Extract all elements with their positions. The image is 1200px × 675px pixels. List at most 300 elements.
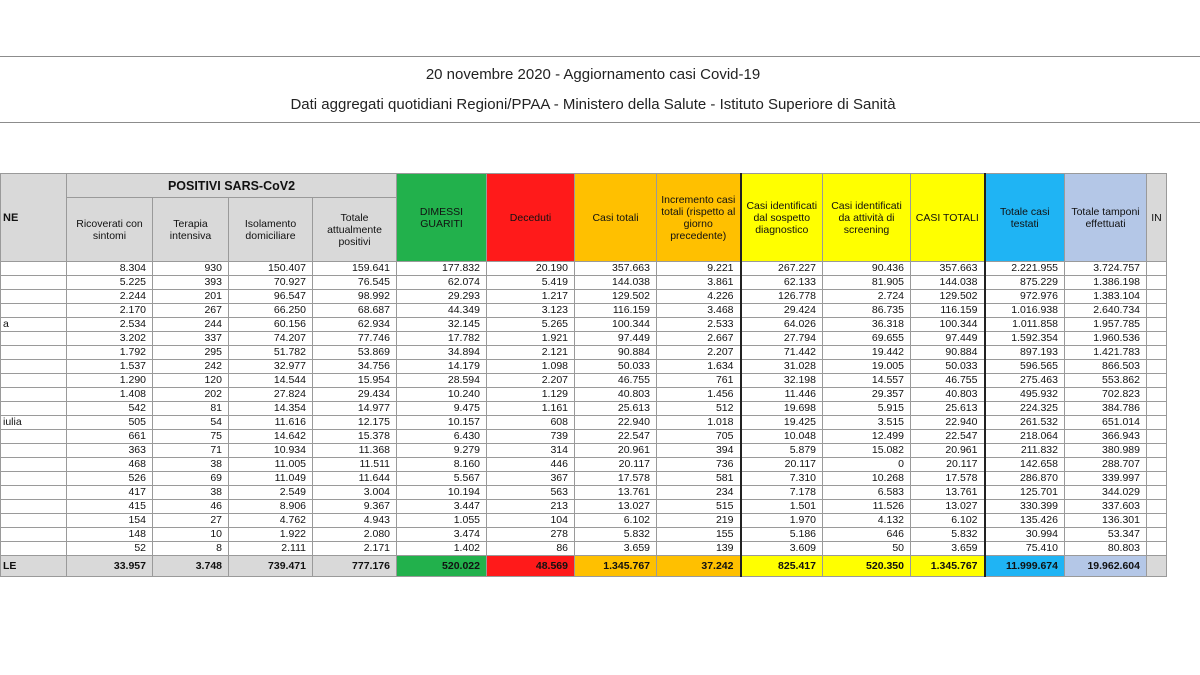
cell-incremento: 3.861 <box>657 276 741 290</box>
cell-casi-totali-2: 17.578 <box>911 472 985 486</box>
cell-dimessi: 8.160 <box>397 458 487 472</box>
cell-dimessi: 44.349 <box>397 304 487 318</box>
cell-attualmente-positivi: 159.641 <box>313 262 397 276</box>
cell-casi-totali: 40.803 <box>575 388 657 402</box>
cell-deceduti: 278 <box>487 528 575 542</box>
cell-cut <box>1147 304 1167 318</box>
region-cell <box>1 514 67 528</box>
cell-isolamento: 14.544 <box>229 374 313 388</box>
region-cell: a <box>1 318 67 332</box>
cell-tamponi: 2.640.734 <box>1065 304 1147 318</box>
cell-casi-testati: 75.410 <box>985 542 1065 556</box>
cell-ricoverati: 2.244 <box>67 290 153 304</box>
cell-terapia-intensiva: 46 <box>153 500 229 514</box>
cell-incremento: 515 <box>657 500 741 514</box>
cell-casi-testati: 1.592.354 <box>985 332 1065 346</box>
cell-screening: 2.724 <box>823 290 911 304</box>
cell-terapia-intensiva: 8 <box>153 542 229 556</box>
cell-casi-totali: 5.832 <box>575 528 657 542</box>
cell-casi-totali-2: 3.659 <box>911 542 985 556</box>
cell-attualmente-positivi: 68.687 <box>313 304 397 318</box>
cell-terapia-intensiva: 10 <box>153 528 229 542</box>
cell-attualmente-positivi: 4.943 <box>313 514 397 528</box>
cell-screening: 646 <box>823 528 911 542</box>
table-row <box>1 318 1167 332</box>
cell-casi-testati: 972.976 <box>985 290 1065 304</box>
cell-cut <box>1147 262 1167 276</box>
cell-terapia-intensiva: 27 <box>153 514 229 528</box>
cell-attualmente-positivi: 9.367 <box>313 500 397 514</box>
cell-deceduti: 446 <box>487 458 575 472</box>
total-dimessi: 520.022 <box>397 556 487 577</box>
cell-isolamento: 60.156 <box>229 318 313 332</box>
cell-terapia-intensiva: 295 <box>153 346 229 360</box>
cell-attualmente-positivi: 11.644 <box>313 472 397 486</box>
cell-screening: 3.515 <box>823 416 911 430</box>
cell-casi-testati: 224.325 <box>985 402 1065 416</box>
cell-casi-totali-2: 90.884 <box>911 346 985 360</box>
total-casi-totali-2: 1.345.767 <box>911 556 985 577</box>
table-row <box>1 528 1167 542</box>
cell-casi-totali: 13.027 <box>575 500 657 514</box>
cell-cut <box>1147 402 1167 416</box>
cell-sospetto-diagnostico: 19.425 <box>741 416 823 430</box>
cell-incremento: 2.207 <box>657 346 741 360</box>
cell-dimessi: 5.567 <box>397 472 487 486</box>
total-ricoverati: 33.957 <box>67 556 153 577</box>
cell-tamponi: 80.803 <box>1065 542 1147 556</box>
cell-cut <box>1147 444 1167 458</box>
cell-casi-totali-2: 13.027 <box>911 500 985 514</box>
cell-casi-totali: 46.755 <box>575 374 657 388</box>
cell-attualmente-positivi: 53.869 <box>313 346 397 360</box>
cell-ricoverati: 2.534 <box>67 318 153 332</box>
cell-casi-testati: 897.193 <box>985 346 1065 360</box>
cell-terapia-intensiva: 38 <box>153 458 229 472</box>
cell-casi-testati: 261.532 <box>985 416 1065 430</box>
cell-incremento: 581 <box>657 472 741 486</box>
cell-attualmente-positivi: 2.171 <box>313 542 397 556</box>
page-subtitle: Dati aggregati quotidiani Regioni/PPAA - Ministero della Salute - Istituto Superiore di Sanità <box>290 96 896 113</box>
cell-isolamento: 14.354 <box>229 402 313 416</box>
cell-dimessi: 32.145 <box>397 318 487 332</box>
total-casi-testati: 11.999.674 <box>985 556 1065 577</box>
cell-screening: 19.442 <box>823 346 911 360</box>
cell-ricoverati: 1.408 <box>67 388 153 402</box>
bottom-rule <box>0 122 1200 123</box>
cell-tamponi: 866.503 <box>1065 360 1147 374</box>
cell-tamponi: 53.347 <box>1065 528 1147 542</box>
cell-casi-totali-2: 357.663 <box>911 262 985 276</box>
cell-dimessi: 9.475 <box>397 402 487 416</box>
cell-terapia-intensiva: 202 <box>153 388 229 402</box>
cell-sospetto-diagnostico: 126.778 <box>741 290 823 304</box>
cell-cut <box>1147 374 1167 388</box>
cell-dimessi: 1.402 <box>397 542 487 556</box>
cell-ricoverati: 468 <box>67 458 153 472</box>
cell-screening: 29.357 <box>823 388 911 402</box>
cell-ricoverati: 526 <box>67 472 153 486</box>
cell-deceduti: 3.123 <box>487 304 575 318</box>
cell-casi-testati: 596.565 <box>985 360 1065 374</box>
col-header-tamponi: Totale tamponi effettuati <box>1065 174 1147 262</box>
cell-casi-totali: 97.449 <box>575 332 657 346</box>
cell-terapia-intensiva: 337 <box>153 332 229 346</box>
cell-casi-totali: 22.547 <box>575 430 657 444</box>
cell-casi-totali-2: 144.038 <box>911 276 985 290</box>
cell-deceduti: 2.207 <box>487 374 575 388</box>
cell-casi-totali: 357.663 <box>575 262 657 276</box>
cell-casi-totali: 3.659 <box>575 542 657 556</box>
col-header-sospetto-diagnostico: Casi identificati dal sospetto diagnostico <box>741 174 823 262</box>
cell-tamponi: 1.960.536 <box>1065 332 1147 346</box>
cell-casi-totali-2: 50.033 <box>911 360 985 374</box>
region-cell <box>1 528 67 542</box>
cell-deceduti: 20.190 <box>487 262 575 276</box>
cell-dimessi: 14.179 <box>397 360 487 374</box>
cell-cut <box>1147 486 1167 500</box>
table-row <box>1 542 1167 556</box>
table-row <box>1 444 1167 458</box>
table-row <box>1 388 1167 402</box>
cell-incremento: 3.468 <box>657 304 741 318</box>
cell-terapia-intensiva: 267 <box>153 304 229 318</box>
cell-sospetto-diagnostico: 62.133 <box>741 276 823 290</box>
cell-incremento: 4.226 <box>657 290 741 304</box>
total-sospetto-diagnostico: 825.417 <box>741 556 823 577</box>
cell-casi-totali-2: 20.961 <box>911 444 985 458</box>
cell-cut <box>1147 290 1167 304</box>
region-cell <box>1 430 67 444</box>
cell-casi-testati: 211.832 <box>985 444 1065 458</box>
cell-casi-totali-2: 46.755 <box>911 374 985 388</box>
cell-casi-testati: 135.426 <box>985 514 1065 528</box>
cell-sospetto-diagnostico: 20.117 <box>741 458 823 472</box>
cell-isolamento: 96.547 <box>229 290 313 304</box>
cell-terapia-intensiva: 71 <box>153 444 229 458</box>
cell-sospetto-diagnostico: 31.028 <box>741 360 823 374</box>
cell-cut <box>1147 332 1167 346</box>
col-header-terapia-intensiva: Terapia intensiva <box>153 198 229 262</box>
cell-incremento: 155 <box>657 528 741 542</box>
cell-casi-totali-2: 22.940 <box>911 416 985 430</box>
total-cut <box>1147 556 1167 577</box>
cell-dimessi: 28.594 <box>397 374 487 388</box>
covid-data-table <box>0 173 1167 577</box>
region-cell: iulia <box>1 416 67 430</box>
cell-casi-totali-2: 25.613 <box>911 402 985 416</box>
region-cell <box>1 500 67 514</box>
cell-dimessi: 62.074 <box>397 276 487 290</box>
cell-deceduti: 1.161 <box>487 402 575 416</box>
cell-sospetto-diagnostico: 27.794 <box>741 332 823 346</box>
cell-ricoverati: 3.202 <box>67 332 153 346</box>
cell-tamponi: 339.997 <box>1065 472 1147 486</box>
cell-sospetto-diagnostico: 5.186 <box>741 528 823 542</box>
cell-casi-totali: 20.961 <box>575 444 657 458</box>
table-row <box>1 276 1167 290</box>
cell-sospetto-diagnostico: 3.609 <box>741 542 823 556</box>
cell-cut <box>1147 458 1167 472</box>
region-cell <box>1 276 67 290</box>
cell-ricoverati: 1.792 <box>67 346 153 360</box>
cell-screening: 19.005 <box>823 360 911 374</box>
cell-attualmente-positivi: 3.004 <box>313 486 397 500</box>
cell-attualmente-positivi: 98.992 <box>313 290 397 304</box>
cell-sospetto-diagnostico: 19.698 <box>741 402 823 416</box>
cell-attualmente-positivi: 62.934 <box>313 318 397 332</box>
cell-attualmente-positivi: 76.545 <box>313 276 397 290</box>
cell-dimessi: 177.832 <box>397 262 487 276</box>
cell-casi-totali-2: 22.547 <box>911 430 985 444</box>
cell-casi-testati: 1.016.938 <box>985 304 1065 318</box>
cell-deceduti: 1.098 <box>487 360 575 374</box>
cell-screening: 90.436 <box>823 262 911 276</box>
cell-terapia-intensiva: 38 <box>153 486 229 500</box>
cell-deceduti: 213 <box>487 500 575 514</box>
cell-cut <box>1147 542 1167 556</box>
table-row <box>1 486 1167 500</box>
cell-ricoverati: 661 <box>67 430 153 444</box>
cell-ricoverati: 505 <box>67 416 153 430</box>
cell-terapia-intensiva: 930 <box>153 262 229 276</box>
region-cell <box>1 402 67 416</box>
table-row <box>1 360 1167 374</box>
table-row <box>1 472 1167 486</box>
cell-ricoverati: 5.225 <box>67 276 153 290</box>
col-header-deceduti: Deceduti <box>487 174 575 262</box>
cell-incremento: 2.667 <box>657 332 741 346</box>
total-deceduti: 48.569 <box>487 556 575 577</box>
table-row <box>1 416 1167 430</box>
cell-incremento: 1.018 <box>657 416 741 430</box>
cell-sospetto-diagnostico: 7.310 <box>741 472 823 486</box>
cell-cut <box>1147 430 1167 444</box>
cell-ricoverati: 363 <box>67 444 153 458</box>
cell-dimessi: 10.194 <box>397 486 487 500</box>
cell-casi-totali-2: 13.761 <box>911 486 985 500</box>
cell-isolamento: 11.616 <box>229 416 313 430</box>
cell-terapia-intensiva: 120 <box>153 374 229 388</box>
cell-attualmente-positivi: 34.756 <box>313 360 397 374</box>
cell-tamponi: 337.603 <box>1065 500 1147 514</box>
cell-tamponi: 702.823 <box>1065 388 1147 402</box>
cell-dimessi: 29.293 <box>397 290 487 304</box>
cell-isolamento: 32.977 <box>229 360 313 374</box>
cell-ricoverati: 52 <box>67 542 153 556</box>
cell-deceduti: 5.419 <box>487 276 575 290</box>
cell-tamponi: 3.724.757 <box>1065 262 1147 276</box>
cell-sospetto-diagnostico: 267.227 <box>741 262 823 276</box>
cell-cut <box>1147 346 1167 360</box>
cell-sospetto-diagnostico: 29.424 <box>741 304 823 318</box>
cell-attualmente-positivi: 11.368 <box>313 444 397 458</box>
cell-sospetto-diagnostico: 10.048 <box>741 430 823 444</box>
col-header-attualmente-positivi: Totale attualmente positivi <box>313 198 397 262</box>
cell-casi-testati: 142.658 <box>985 458 1065 472</box>
cell-tamponi: 1.421.783 <box>1065 346 1147 360</box>
total-terapia-intensiva: 3.748 <box>153 556 229 577</box>
cell-terapia-intensiva: 54 <box>153 416 229 430</box>
cell-casi-totali-2: 100.344 <box>911 318 985 332</box>
cell-deceduti: 1.129 <box>487 388 575 402</box>
cell-isolamento: 11.005 <box>229 458 313 472</box>
cell-casi-totali: 116.159 <box>575 304 657 318</box>
cell-screening: 5.915 <box>823 402 911 416</box>
cell-terapia-intensiva: 244 <box>153 318 229 332</box>
cell-ricoverati: 8.304 <box>67 262 153 276</box>
cell-isolamento: 51.782 <box>229 346 313 360</box>
cell-ricoverati: 415 <box>67 500 153 514</box>
cell-sospetto-diagnostico: 7.178 <box>741 486 823 500</box>
table-row <box>1 304 1167 318</box>
cell-deceduti: 1.921 <box>487 332 575 346</box>
cell-isolamento: 11.049 <box>229 472 313 486</box>
cell-attualmente-positivi: 77.746 <box>313 332 397 346</box>
cell-casi-testati: 495.932 <box>985 388 1065 402</box>
cell-deceduti: 104 <box>487 514 575 528</box>
cell-deceduti: 5.265 <box>487 318 575 332</box>
cell-screening: 4.132 <box>823 514 911 528</box>
cell-screening: 12.499 <box>823 430 911 444</box>
cell-terapia-intensiva: 393 <box>153 276 229 290</box>
positivi-group-header: POSITIVI SARS-CoV2 <box>67 174 397 198</box>
cell-casi-totali: 22.940 <box>575 416 657 430</box>
cell-casi-totali: 129.502 <box>575 290 657 304</box>
cell-tamponi: 344.029 <box>1065 486 1147 500</box>
cell-sospetto-diagnostico: 32.198 <box>741 374 823 388</box>
col-header-cut: IN <box>1147 174 1167 262</box>
top-rule <box>0 56 1200 57</box>
cell-screening: 11.526 <box>823 500 911 514</box>
cell-casi-testati: 275.463 <box>985 374 1065 388</box>
region-cell <box>1 332 67 346</box>
total-label: LE <box>1 556 67 577</box>
cell-screening: 69.655 <box>823 332 911 346</box>
cell-attualmente-positivi: 29.434 <box>313 388 397 402</box>
cell-tamponi: 366.943 <box>1065 430 1147 444</box>
cell-terapia-intensiva: 69 <box>153 472 229 486</box>
col-header-casi-totali-2: CASI TOTALI <box>911 174 985 262</box>
cell-screening: 50 <box>823 542 911 556</box>
cell-screening: 10.268 <box>823 472 911 486</box>
cell-cut <box>1147 360 1167 374</box>
cell-dimessi: 1.055 <box>397 514 487 528</box>
cell-casi-testati: 875.229 <box>985 276 1065 290</box>
cell-incremento: 219 <box>657 514 741 528</box>
cell-isolamento: 4.762 <box>229 514 313 528</box>
cell-cut <box>1147 514 1167 528</box>
cell-sospetto-diagnostico: 11.446 <box>741 388 823 402</box>
total-isolamento: 739.471 <box>229 556 313 577</box>
table-row <box>1 500 1167 514</box>
cell-casi-testati: 125.701 <box>985 486 1065 500</box>
cell-incremento: 736 <box>657 458 741 472</box>
cell-deceduti: 608 <box>487 416 575 430</box>
cell-dimessi: 10.240 <box>397 388 487 402</box>
cell-terapia-intensiva: 201 <box>153 290 229 304</box>
col-header-incremento: Incremento casi totali (rispetto al giorno precedente) <box>657 174 741 262</box>
table-row <box>1 458 1167 472</box>
cell-casi-testati: 2.221.955 <box>985 262 1065 276</box>
cell-incremento: 9.221 <box>657 262 741 276</box>
cell-incremento: 1.634 <box>657 360 741 374</box>
col-header-ricoverati: Ricoverati con sintomi <box>67 198 153 262</box>
table-row <box>1 332 1167 346</box>
cell-isolamento: 150.407 <box>229 262 313 276</box>
cell-dimessi: 34.894 <box>397 346 487 360</box>
region-cell <box>1 360 67 374</box>
col-header-isolamento: Isolamento domiciliare <box>229 198 313 262</box>
cell-casi-testati: 330.399 <box>985 500 1065 514</box>
region-cell <box>1 346 67 360</box>
col-header-dimessi: DIMESSI GUARITI <box>397 174 487 262</box>
cell-ricoverati: 1.537 <box>67 360 153 374</box>
region-cell <box>1 542 67 556</box>
region-cell <box>1 486 67 500</box>
cell-cut <box>1147 416 1167 430</box>
cell-casi-totali-2: 116.159 <box>911 304 985 318</box>
cell-isolamento: 2.111 <box>229 542 313 556</box>
total-attualmente-positivi: 777.176 <box>313 556 397 577</box>
table-row <box>1 346 1167 360</box>
cell-casi-totali-2: 5.832 <box>911 528 985 542</box>
cell-incremento: 2.533 <box>657 318 741 332</box>
cell-attualmente-positivi: 12.175 <box>313 416 397 430</box>
cell-sospetto-diagnostico: 1.970 <box>741 514 823 528</box>
cell-tamponi: 651.014 <box>1065 416 1147 430</box>
cell-casi-testati: 30.994 <box>985 528 1065 542</box>
cell-casi-testati: 1.011.858 <box>985 318 1065 332</box>
cell-cut <box>1147 472 1167 486</box>
cell-isolamento: 2.549 <box>229 486 313 500</box>
cell-incremento: 234 <box>657 486 741 500</box>
cell-sospetto-diagnostico: 64.026 <box>741 318 823 332</box>
cell-cut <box>1147 388 1167 402</box>
cell-tamponi: 553.862 <box>1065 374 1147 388</box>
cell-attualmente-positivi: 11.511 <box>313 458 397 472</box>
cell-sospetto-diagnostico: 1.501 <box>741 500 823 514</box>
cell-cut <box>1147 318 1167 332</box>
region-cell <box>1 458 67 472</box>
cell-deceduti: 1.217 <box>487 290 575 304</box>
cell-screening: 86.735 <box>823 304 911 318</box>
page-title: 20 novembre 2020 - Aggiornamento casi Covid-19 <box>425 66 761 83</box>
col-header-casi-testati: Totale casi testati <box>985 174 1065 262</box>
total-screening: 520.350 <box>823 556 911 577</box>
cell-attualmente-positivi: 2.080 <box>313 528 397 542</box>
cell-tamponi: 1.957.785 <box>1065 318 1147 332</box>
cell-tamponi: 384.786 <box>1065 402 1147 416</box>
cell-incremento: 394 <box>657 444 741 458</box>
cell-attualmente-positivi: 14.977 <box>313 402 397 416</box>
region-cell <box>1 374 67 388</box>
cell-casi-totali: 17.578 <box>575 472 657 486</box>
cell-casi-totali-2: 40.803 <box>911 388 985 402</box>
total-tamponi: 19.962.604 <box>1065 556 1147 577</box>
cell-dimessi: 6.430 <box>397 430 487 444</box>
cell-isolamento: 27.824 <box>229 388 313 402</box>
cell-casi-totali: 90.884 <box>575 346 657 360</box>
cell-casi-totali: 20.117 <box>575 458 657 472</box>
cell-dimessi: 3.474 <box>397 528 487 542</box>
region-cell <box>1 388 67 402</box>
cell-dimessi: 10.157 <box>397 416 487 430</box>
cell-deceduti: 739 <box>487 430 575 444</box>
cell-cut <box>1147 500 1167 514</box>
total-casi-totali: 1.345.767 <box>575 556 657 577</box>
cell-dimessi: 3.447 <box>397 500 487 514</box>
